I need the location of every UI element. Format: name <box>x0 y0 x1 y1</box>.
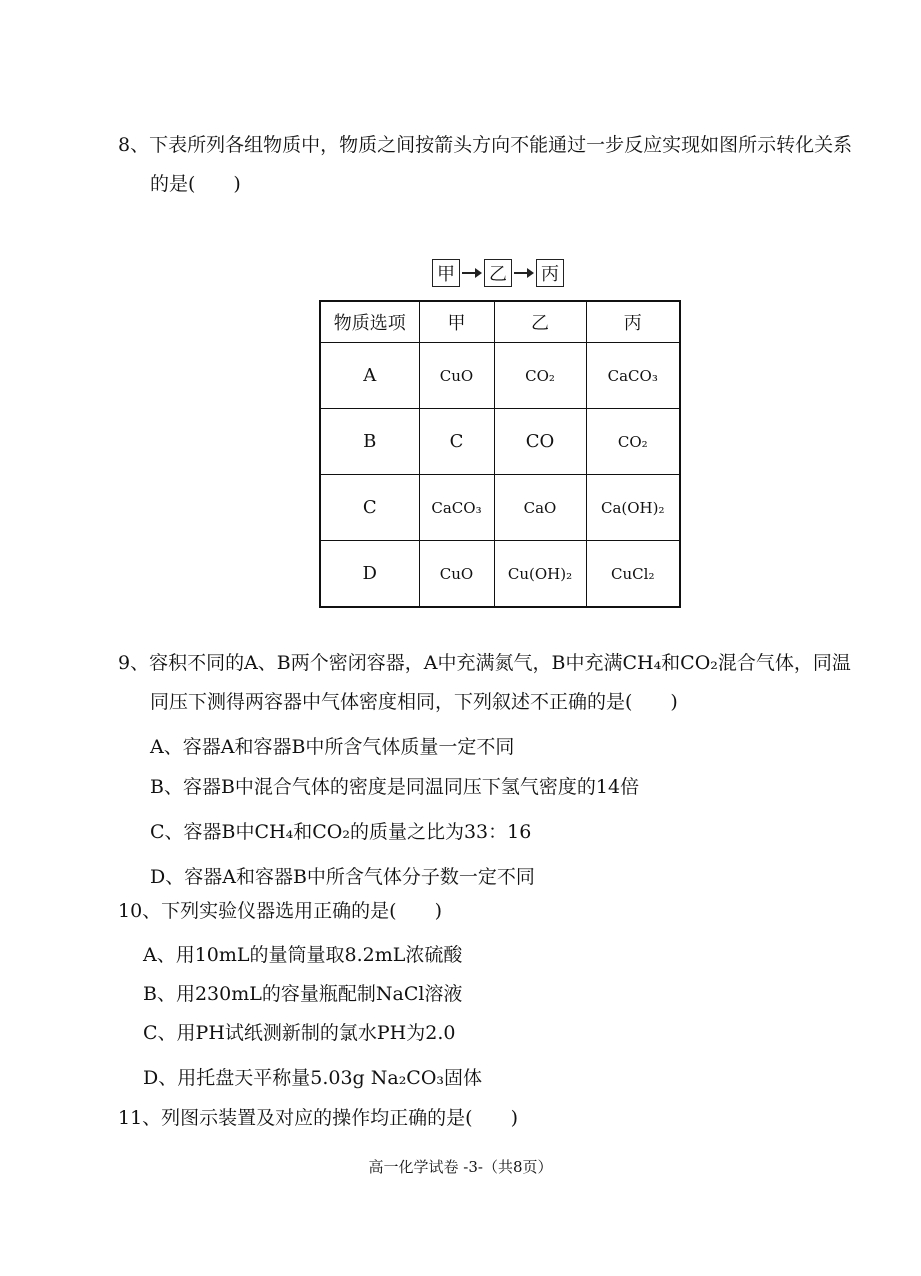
q10-option-b: B、用230mL的容量瓶配制NaCl溶液 <box>143 983 463 1005</box>
q10-option-d: D、用托盘天平称量5.03g Na₂CO₃固体 <box>143 1067 483 1089</box>
yi-cell: CaO <box>494 475 586 541</box>
table-row <box>320 343 680 409</box>
bing-cell: CuCl₂ <box>586 541 680 608</box>
right-arrow-icon <box>460 259 484 287</box>
flow-box-yi: 乙 <box>484 259 512 287</box>
flow-box-bing: 丙 <box>536 259 564 287</box>
jia-cell: CaCO₃ <box>419 475 494 541</box>
q9-stem-line1: 9、容积不同的A、B两个密闭容器，A中充满氮气，B中充满CH₄和CO₂混合气体，同温 <box>118 652 851 674</box>
q10-option-a: A、用10mL的量筒量取8.2mL浓硫酸 <box>143 944 463 966</box>
table-row <box>320 541 680 608</box>
table-row <box>320 409 680 475</box>
header-cell: 乙 <box>494 301 586 343</box>
bing-cell: CaCO₃ <box>586 343 680 409</box>
yi-cell: CO₂ <box>494 343 586 409</box>
q9-option-c: C、容器B中CH₄和CO₂的质量之比为33：16 <box>150 821 532 843</box>
q10-stem: 10、下列实验仪器选用正确的是( ) <box>118 900 443 922</box>
bing-cell: Ca(OH)₂ <box>586 475 680 541</box>
q9-stem-line2: 同压下测得两容器中气体密度相同，下列叙述不正确的是( ) <box>150 691 678 713</box>
q9-option-b: B、容器B中混合气体的密度是同温同压下氢气密度的14倍 <box>150 776 640 798</box>
jia-cell: CuO <box>419 343 494 409</box>
jia-cell: CuO <box>419 541 494 608</box>
option-cell: D <box>320 541 419 608</box>
header-cell: 甲 <box>419 301 494 343</box>
option-cell: C <box>320 475 419 541</box>
table-row <box>320 475 680 541</box>
q8-stem-line2: 的是( ) <box>150 173 241 195</box>
option-cell: A <box>320 343 419 409</box>
header-cell: 丙 <box>586 301 680 343</box>
substance-options-table <box>319 300 681 608</box>
q11-stem: 11、列图示装置及对应的操作均正确的是( ) <box>118 1107 519 1129</box>
header-cell: 物质选项 <box>320 301 419 343</box>
q9-option-a: A、容器A和容器B中所含气体质量一定不同 <box>150 736 515 758</box>
yi-cell: CO <box>494 409 586 475</box>
bing-cell: CO₂ <box>586 409 680 475</box>
jia-cell: C <box>419 409 494 475</box>
conversion-flow-diagram <box>432 259 564 287</box>
q9-option-d: D、容器A和容器B中所含气体分子数一定不同 <box>150 866 535 888</box>
table-header-row <box>320 301 680 343</box>
yi-cell: Cu(OH)₂ <box>494 541 586 608</box>
q8-stem-line1: 8、下表所列各组物质中，物质之间按箭头方向不能通过一步反应实现如图所示转化关系 <box>118 134 853 156</box>
option-cell: B <box>320 409 419 475</box>
page-footer: 高一化学试卷 -3-（共8页） <box>368 1158 553 1176</box>
right-arrow-icon <box>512 259 536 287</box>
flow-box-jia: 甲 <box>432 259 460 287</box>
q10-option-c: C、用PH试纸测新制的氯水PH为2.0 <box>143 1022 456 1044</box>
